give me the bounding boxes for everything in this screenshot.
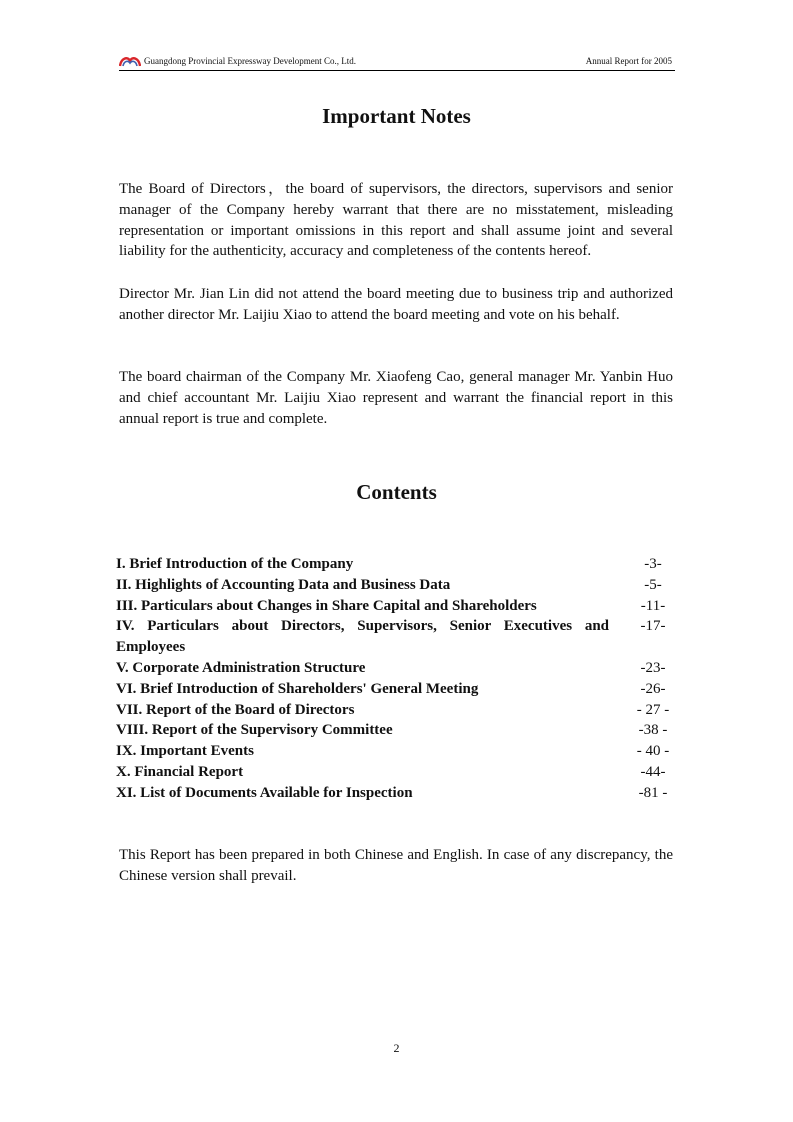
toc-item[interactable] bbox=[116, 783, 676, 804]
toc-item[interactable] bbox=[116, 575, 676, 596]
toc-item[interactable] bbox=[116, 554, 676, 575]
toc-item-page: - 27 - bbox=[636, 701, 670, 718]
toc-item-label: IX. Important Events bbox=[116, 743, 254, 760]
toc-item-page: -17- bbox=[640, 618, 666, 635]
toc-item-label: VI. Brief Introduction of Shareholders' General Meeting bbox=[116, 680, 479, 697]
expressway-logo-icon bbox=[119, 55, 141, 67]
toc-item-page: -3- bbox=[644, 556, 662, 572]
toc-item-page: -81 - bbox=[638, 784, 668, 801]
toc-item-label: V. Corporate Administration Structure bbox=[116, 659, 366, 676]
header-company-name: Guangdong Provincial Expressway Development Co., Ltd. bbox=[144, 56, 356, 66]
toc-item[interactable] bbox=[116, 741, 676, 762]
toc-item-page: - 40 - bbox=[636, 743, 670, 760]
toc-item[interactable] bbox=[116, 658, 676, 679]
toc-item-page: -26- bbox=[640, 680, 666, 697]
notes-paragraph: The board chairman of the Company Mr. Xiaofeng Cao, general manager Mr. Yanbin Huo and chief accountant Mr. Laijiu Xiao represent and warrant the financial report in this annual report is true and complete. bbox=[119, 369, 673, 427]
page-number: 2 bbox=[393, 1041, 400, 1055]
toc-item[interactable] bbox=[116, 720, 676, 741]
toc-item-label: VII. Report of the Board of Directors bbox=[116, 701, 355, 718]
toc-item-label: VIII. Report of the Supervisory Committee bbox=[116, 722, 393, 739]
toc-item-page: -11- bbox=[640, 597, 666, 614]
notes-paragraph: The Board of Directors，the board of supervisors, the directors, supervisors and senior manager of the Company hereby warrant that there are no misstatement, misleading representation or important omissions in this report and shall assume joint and several liability for the authenticity, accuracy and completeness of the contents hereof. bbox=[119, 181, 673, 260]
toc-item[interactable] bbox=[116, 762, 676, 783]
table-of-contents bbox=[116, 554, 676, 804]
toc-item-label: I. Brief Introduction of the Company bbox=[116, 556, 354, 572]
toc-item[interactable] bbox=[116, 596, 676, 617]
header-company bbox=[119, 52, 356, 70]
header-report-title: Annual Report for 2005 bbox=[585, 56, 672, 66]
toc-item-label: XI. List of Documents Available for Inspection bbox=[116, 784, 413, 801]
toc-item[interactable] bbox=[116, 679, 676, 700]
toc-item-label: X. Financial Report bbox=[116, 763, 244, 780]
notes-paragraph: Director Mr. Jian Lin did not attend the board meeting due to business trip and authorized another director Mr. Laijiu Xiao to attend the board meeting and vote on his behalf. bbox=[119, 286, 673, 323]
toc-item[interactable] bbox=[116, 700, 676, 721]
toc-item-page: -44- bbox=[640, 763, 666, 780]
toc-item-page: -38 - bbox=[638, 722, 668, 739]
page-header bbox=[119, 52, 675, 71]
important-notes-title: Important Notes bbox=[322, 104, 471, 128]
language-note: This Report has been prepared in both Chinese and English. In case of any discrepancy, the Chinese version shall prevail. bbox=[119, 847, 673, 884]
toc-item-label: III. Particulars about Changes in Share Capital and Shareholders bbox=[116, 597, 537, 614]
toc-item-label: IV. Particulars about Directors, Supervisors, Senior Executives and Employees bbox=[116, 618, 609, 656]
contents-title: Contents bbox=[356, 480, 437, 504]
toc-item-page: -23- bbox=[640, 659, 666, 676]
toc-item-page: -5- bbox=[644, 576, 662, 593]
toc-item[interactable] bbox=[116, 616, 676, 658]
toc-item-label: II. Highlights of Accounting Data and Business Data bbox=[116, 576, 451, 593]
